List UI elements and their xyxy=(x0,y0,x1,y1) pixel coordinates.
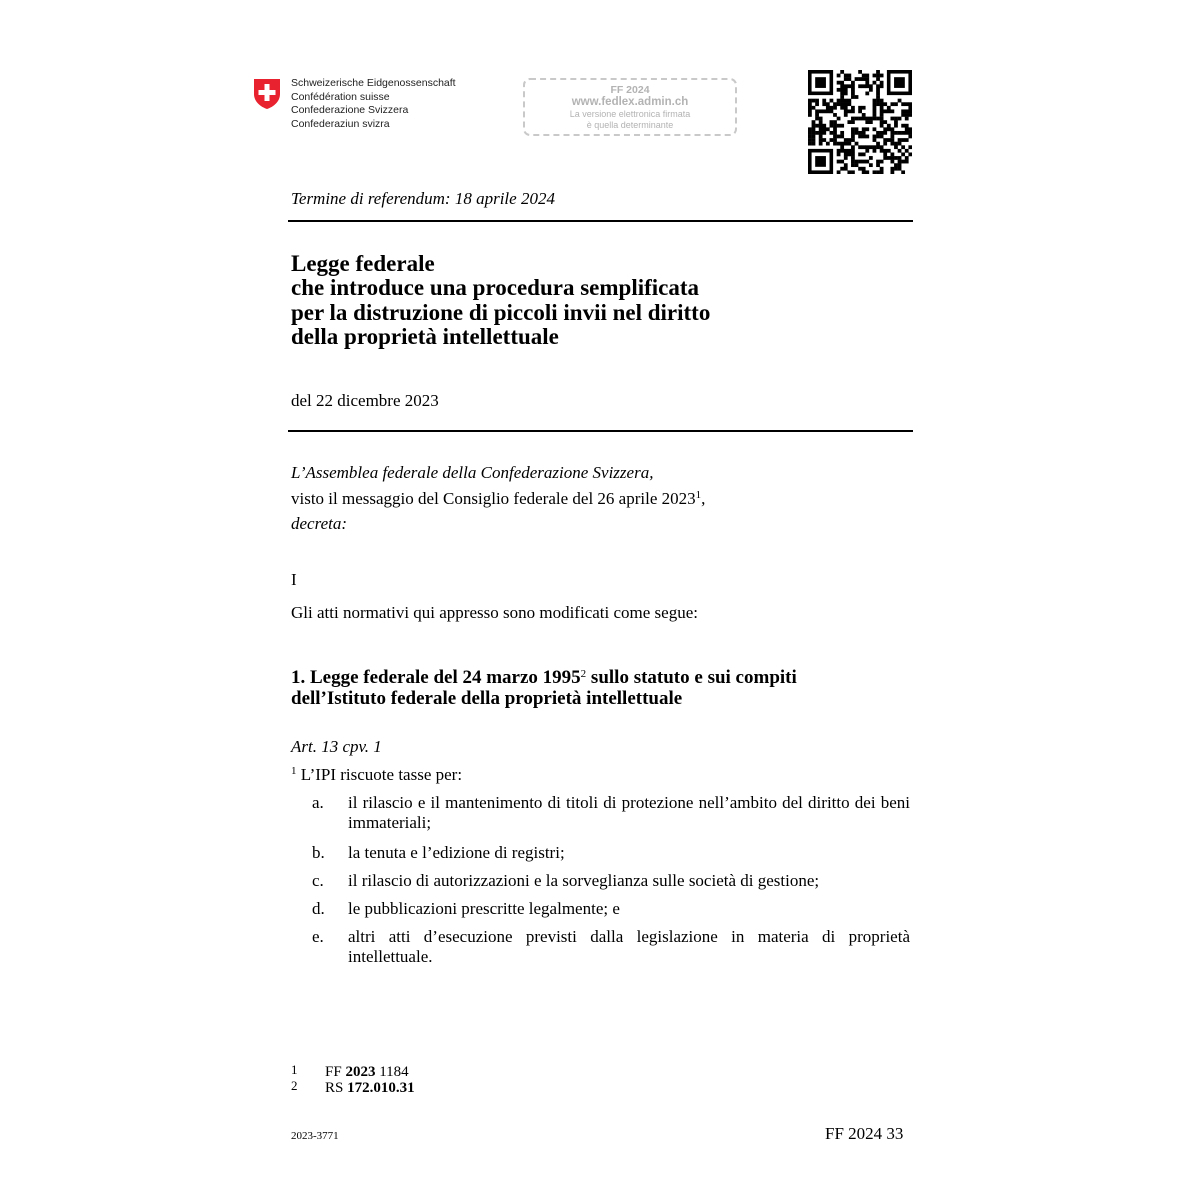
list-item: il rilascio di autorizzazioni e la sorveglianza sulle società di gestione; xyxy=(348,871,820,890)
footnote-ref-value[interactable]: 172.010.31 xyxy=(347,1080,415,1096)
confederation-name-de: Schweizerische Eidgenossenschaft xyxy=(291,77,456,89)
list-item-letter: d. xyxy=(312,899,325,918)
footnote-ref-2[interactable]: 2 xyxy=(580,668,587,680)
confederation-name-fr: Confédération suisse xyxy=(291,90,390,103)
section-numeral: I xyxy=(291,570,297,589)
title-line: Legge federale xyxy=(291,251,435,276)
divider xyxy=(288,430,913,432)
footnote-1 xyxy=(325,1064,409,1080)
stamp-url: www.fedlex.admin.ch xyxy=(571,96,689,108)
qr-code-icon xyxy=(808,70,912,174)
article-paragraph xyxy=(291,765,462,785)
title-line: che introduce una procedura semplificata xyxy=(291,275,700,301)
law-heading-part1: 1. Legge federale del 24 marzo 1995 xyxy=(291,667,581,688)
footnote-2 xyxy=(325,1080,415,1096)
list-item-letter: a. xyxy=(312,793,324,812)
list-item-letter: c. xyxy=(312,871,324,890)
law-heading-part2: sullo statuto e sui compiti xyxy=(586,667,797,688)
paragraph-number: 1 xyxy=(291,765,297,777)
footnote-number: 2 xyxy=(291,1078,298,1093)
swiss-coat-of-arms-icon xyxy=(253,78,281,110)
article-reference: Art. 13 cpv. 1 xyxy=(291,737,382,756)
footnote-suffix: 1184 xyxy=(375,1064,409,1080)
confederation-name-rm: Confederaziun svizra xyxy=(291,117,390,130)
list-item: le pubblicazioni prescritte legalmente; e xyxy=(348,899,620,918)
list-item-letter: b. xyxy=(312,843,325,862)
stamp-publication: FF 2024 xyxy=(610,84,650,96)
list-item-letter: e. xyxy=(312,927,324,946)
electronic-signature-stamp xyxy=(523,78,737,136)
document-number: 2023-3771 xyxy=(291,1130,339,1142)
footnote-ref-1[interactable]: 1 xyxy=(695,489,702,501)
stamp-note-1: La versione elettronica firmata xyxy=(569,109,691,119)
footnote-number: 1 xyxy=(291,1062,298,1077)
footnote-prefix: RS xyxy=(325,1080,348,1096)
list-item: il rilascio e il mantenimento di titoli di protezione nell’ambito del diritto dei beni immateriali; xyxy=(348,793,910,832)
confederation-name-it: Confederazione Svizzera xyxy=(291,104,409,116)
referendum-deadline: Termine di referendum: 18 aprile 2024 xyxy=(291,189,555,208)
stamp-note-2: è quella determinante xyxy=(586,120,674,130)
title-line: per la distruzione di piccoli invii nel diritto xyxy=(291,299,711,325)
paragraph-text: L’IPI riscuote tasse per: xyxy=(296,765,463,784)
list-item: la tenuta e l’edizione di registri; xyxy=(348,843,565,862)
preamble-message-end: , xyxy=(701,489,706,508)
document-title xyxy=(291,252,710,349)
title-line: della proprietà intellettuale xyxy=(291,323,559,349)
divider xyxy=(288,220,913,222)
preamble-message xyxy=(291,489,705,509)
preamble-assembly: L’Assemblea federale della Confederazione Svizzera, xyxy=(291,463,654,482)
page-reference: FF 2024 33 xyxy=(825,1124,904,1143)
law-heading-line2: dell’Istituto federale della proprietà intellettuale xyxy=(291,688,683,709)
preamble-decree: decreta: xyxy=(291,514,348,533)
footnote-ref-value[interactable]: 2023 xyxy=(345,1064,376,1080)
law-heading xyxy=(291,667,797,709)
intro-text: Gli atti normativi qui appresso sono modificati come segue: xyxy=(291,603,698,622)
document-date: del 22 dicembre 2023 xyxy=(291,391,439,410)
footnote-prefix: FF xyxy=(325,1064,346,1080)
preamble-message-text: visto il messaggio del Consiglio federale del 26 aprile 2023 xyxy=(291,489,696,508)
list-item: altri atti d’esecuzione previsti dalla legislazione in materia di proprietà intellettuale. xyxy=(348,927,910,966)
